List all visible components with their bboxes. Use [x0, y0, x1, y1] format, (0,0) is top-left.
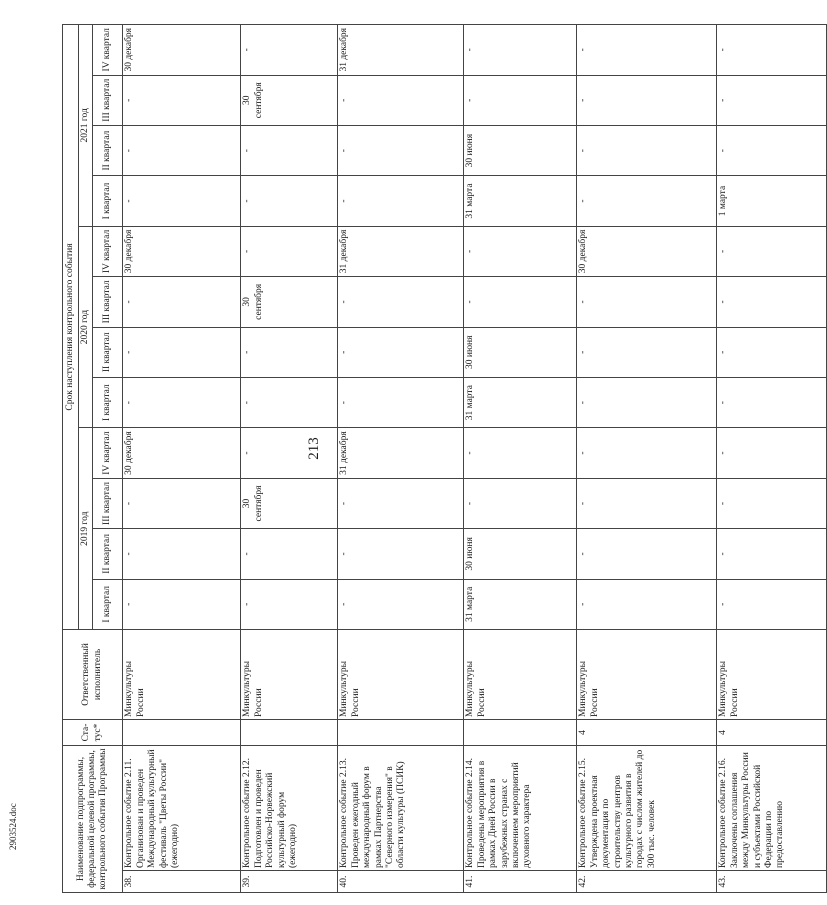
responsible-executor: Минкультуры России [464, 629, 577, 719]
deadline-cell: - [577, 75, 717, 125]
deadline-cell: - [464, 478, 577, 528]
deadline-cell: - [577, 478, 717, 528]
header-quarter: I квартал [93, 579, 123, 629]
table-row [464, 25, 577, 893]
deadline-cell: - [338, 75, 464, 125]
deadline-cell: - [338, 277, 464, 327]
deadline-cell: - [241, 25, 338, 76]
event-description: Контрольное событие 2.11. Организован и проведен Международный культурный фестиваль "Цветы России" (ежегодно) [123, 745, 241, 870]
header-quarter: II квартал [93, 327, 123, 377]
responsible-executor: Минкультуры России [338, 629, 464, 719]
row-number: 40. [338, 871, 464, 893]
deadline-cell: 30 сентября [241, 75, 338, 125]
event-description: Контрольное событие 2.13. Проведен ежегодный международный форум в рамках Партнерства "Северного измерения" в области культуры (ПСИК) [338, 745, 464, 870]
deadline-cell: - [123, 377, 241, 427]
deadline-cell: - [717, 529, 827, 579]
deadline-cell: 31 декабря [338, 25, 464, 76]
event-description: Контрольное событие 2.16. Заключены соглашения между Минкультуры России и субъектами Российской Федерации по предоставлению [717, 745, 827, 870]
deadline-cell: - [717, 25, 827, 76]
deadline-cell: - [241, 428, 338, 478]
deadline-cell: - [338, 125, 464, 175]
table-row [241, 25, 338, 893]
deadline-cell: - [241, 377, 338, 427]
footer-doc-code: 2903524.doc [8, 803, 18, 850]
status-cell [241, 719, 338, 745]
deadline-cell: 31 марта [464, 176, 577, 226]
deadline-cell: - [717, 75, 827, 125]
deadline-cell: - [577, 428, 717, 478]
header-quarter: I квартал [93, 176, 123, 226]
schedule-table [62, 24, 827, 893]
header-status: Ста-тус* [63, 719, 123, 745]
deadline-cell: - [338, 176, 464, 226]
deadline-cell: - [123, 579, 241, 629]
deadline-cell: - [717, 377, 827, 427]
deadline-cell: 31 марта [464, 579, 577, 629]
event-description: Контрольное событие 2.12. Подготовлен и проведен Российско-Норвежский культурный форум (ежегодно) [241, 745, 338, 870]
deadline-cell: - [123, 529, 241, 579]
deadline-cell: - [123, 327, 241, 377]
responsible-executor: Минкультуры России [577, 629, 717, 719]
deadline-cell: 30 июня [464, 125, 577, 175]
header-year-2019: 2019 год [79, 428, 93, 630]
page-number: 213 [305, 437, 322, 460]
row-number: 39. [241, 871, 338, 893]
deadline-cell: 30 июня [464, 327, 577, 377]
deadline-cell: - [577, 377, 717, 427]
deadline-cell: - [717, 579, 827, 629]
deadline-cell: - [338, 529, 464, 579]
deadline-cell: 30 декабря [123, 428, 241, 478]
deadline-cell: - [717, 277, 827, 327]
deadline-cell: 30 сентября [241, 277, 338, 327]
row-number: 41. [464, 871, 577, 893]
table-row [123, 25, 241, 893]
deadline-cell: - [338, 478, 464, 528]
deadline-cell: - [717, 125, 827, 175]
deadline-cell: - [577, 25, 717, 76]
deadline-cell: 30 июня [464, 529, 577, 579]
deadline-cell: 31 марта [464, 377, 577, 427]
deadline-cell: - [241, 125, 338, 175]
deadline-cell: - [338, 327, 464, 377]
deadline-cell: - [464, 75, 577, 125]
deadline-cell: - [241, 529, 338, 579]
header-year-2020: 2020 год [79, 226, 93, 428]
deadline-cell: - [464, 25, 577, 76]
deadline-cell: - [717, 428, 827, 478]
responsible-executor: Минкультуры России [123, 629, 241, 719]
deadline-cell: 1 марта [717, 176, 827, 226]
responsible-executor: Минкультуры России [717, 629, 827, 719]
deadline-cell: - [123, 176, 241, 226]
deadline-cell: 31 декабря [338, 226, 464, 276]
header-responsible: Ответственный исполнитель [63, 629, 123, 719]
deadline-cell: - [577, 176, 717, 226]
deadline-cell: - [717, 478, 827, 528]
table-row [338, 25, 464, 893]
deadline-cell: - [717, 226, 827, 276]
deadline-cell: - [241, 579, 338, 629]
deadline-cell: - [577, 579, 717, 629]
rotated-page-content [62, 24, 786, 893]
header-quarter: II квартал [93, 529, 123, 579]
deadline-cell: - [241, 176, 338, 226]
status-cell [338, 719, 464, 745]
deadline-cell: 30 сентября [241, 478, 338, 528]
deadline-cell: - [577, 327, 717, 377]
status-cell: 4 [577, 719, 717, 745]
status-cell [123, 719, 241, 745]
deadline-cell: - [338, 579, 464, 629]
header-quarter: III квартал [93, 75, 123, 125]
deadline-cell: - [464, 226, 577, 276]
header-quarter: III квартал [93, 277, 123, 327]
deadline-cell: - [123, 75, 241, 125]
event-description: Контрольное событие 2.14. Проведены мероприятия в рамках Дней России в зарубежных странах с включением мероприятий духовного характера [464, 745, 577, 870]
deadline-cell: - [577, 277, 717, 327]
event-description: Контрольное событие 2.15. Утверждена проектная документация по строительству центров культурного развития в городах с числом жителей до 300 тыс. человек [577, 745, 717, 870]
header-year-2021: 2021 год [79, 25, 93, 227]
deadline-cell: - [123, 125, 241, 175]
table-row [717, 25, 827, 893]
row-number: 38. [123, 871, 241, 893]
header-deadline: Срок наступления контрольного события [63, 25, 79, 630]
deadline-cell: - [241, 327, 338, 377]
deadline-cell: - [241, 226, 338, 276]
header-quarter: III квартал [93, 478, 123, 528]
status-cell [464, 719, 577, 745]
deadline-cell: - [123, 277, 241, 327]
header-quarter: IV квартал [93, 428, 123, 478]
deadline-cell: 30 декабря [577, 226, 717, 276]
table-row [577, 25, 717, 893]
deadline-cell: 30 декабря [123, 226, 241, 276]
deadline-cell: - [464, 428, 577, 478]
status-cell: 4 [717, 719, 827, 745]
row-number: 42. [577, 871, 717, 893]
deadline-cell: - [577, 125, 717, 175]
header-name: Наименование подпрограммы, федеральной целевой программы, контрольного события Программы [63, 745, 123, 892]
row-number: 43. [717, 871, 827, 893]
deadline-cell: 31 декабря [338, 428, 464, 478]
header-quarter: IV квартал [93, 226, 123, 276]
deadline-cell: 30 декабря [123, 25, 241, 76]
header-quarter: IV квартал [93, 25, 123, 76]
header-quarter: I квартал [93, 377, 123, 427]
deadline-cell: - [717, 327, 827, 377]
header-quarter: II квартал [93, 125, 123, 175]
deadline-cell: - [338, 377, 464, 427]
deadline-cell: - [577, 529, 717, 579]
responsible-executor: Минкультуры России [241, 629, 338, 719]
deadline-cell: - [123, 478, 241, 528]
deadline-cell: - [464, 277, 577, 327]
